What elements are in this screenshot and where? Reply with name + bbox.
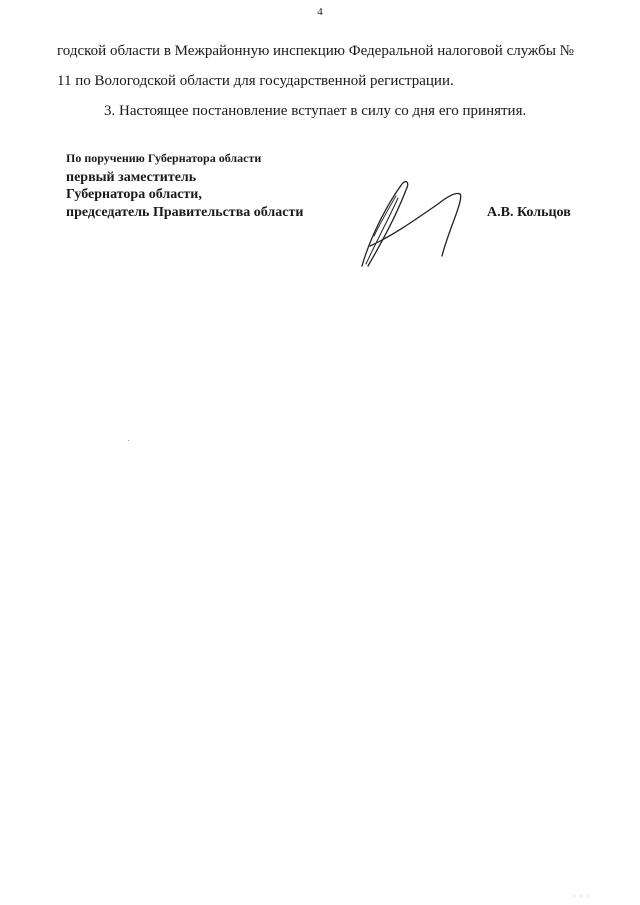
clause-3: 3. Настоящее постановление вступает в силу со дня его принятия. — [104, 103, 527, 119]
signer-title-line: Губернатора области, — [66, 187, 202, 202]
page-number: 4 — [317, 6, 323, 18]
signer-title-line: председатель Правительства области — [66, 205, 304, 220]
signer-name: А.В. Кольцов — [487, 205, 571, 220]
scan-artifact: · · · — [573, 892, 590, 901]
signer-title-line: первый заместитель — [66, 170, 197, 185]
by-order-line: По поручению Губернатора области — [66, 151, 262, 165]
body-text-line: годской области в Межрайонную инспекцию Федеральной налоговой службы № — [57, 43, 574, 59]
scan-artifact — [128, 440, 129, 441]
body-text-line: 11 по Вологодской области для государственной регистрации. — [57, 73, 454, 89]
handwritten-signature — [352, 176, 474, 272]
